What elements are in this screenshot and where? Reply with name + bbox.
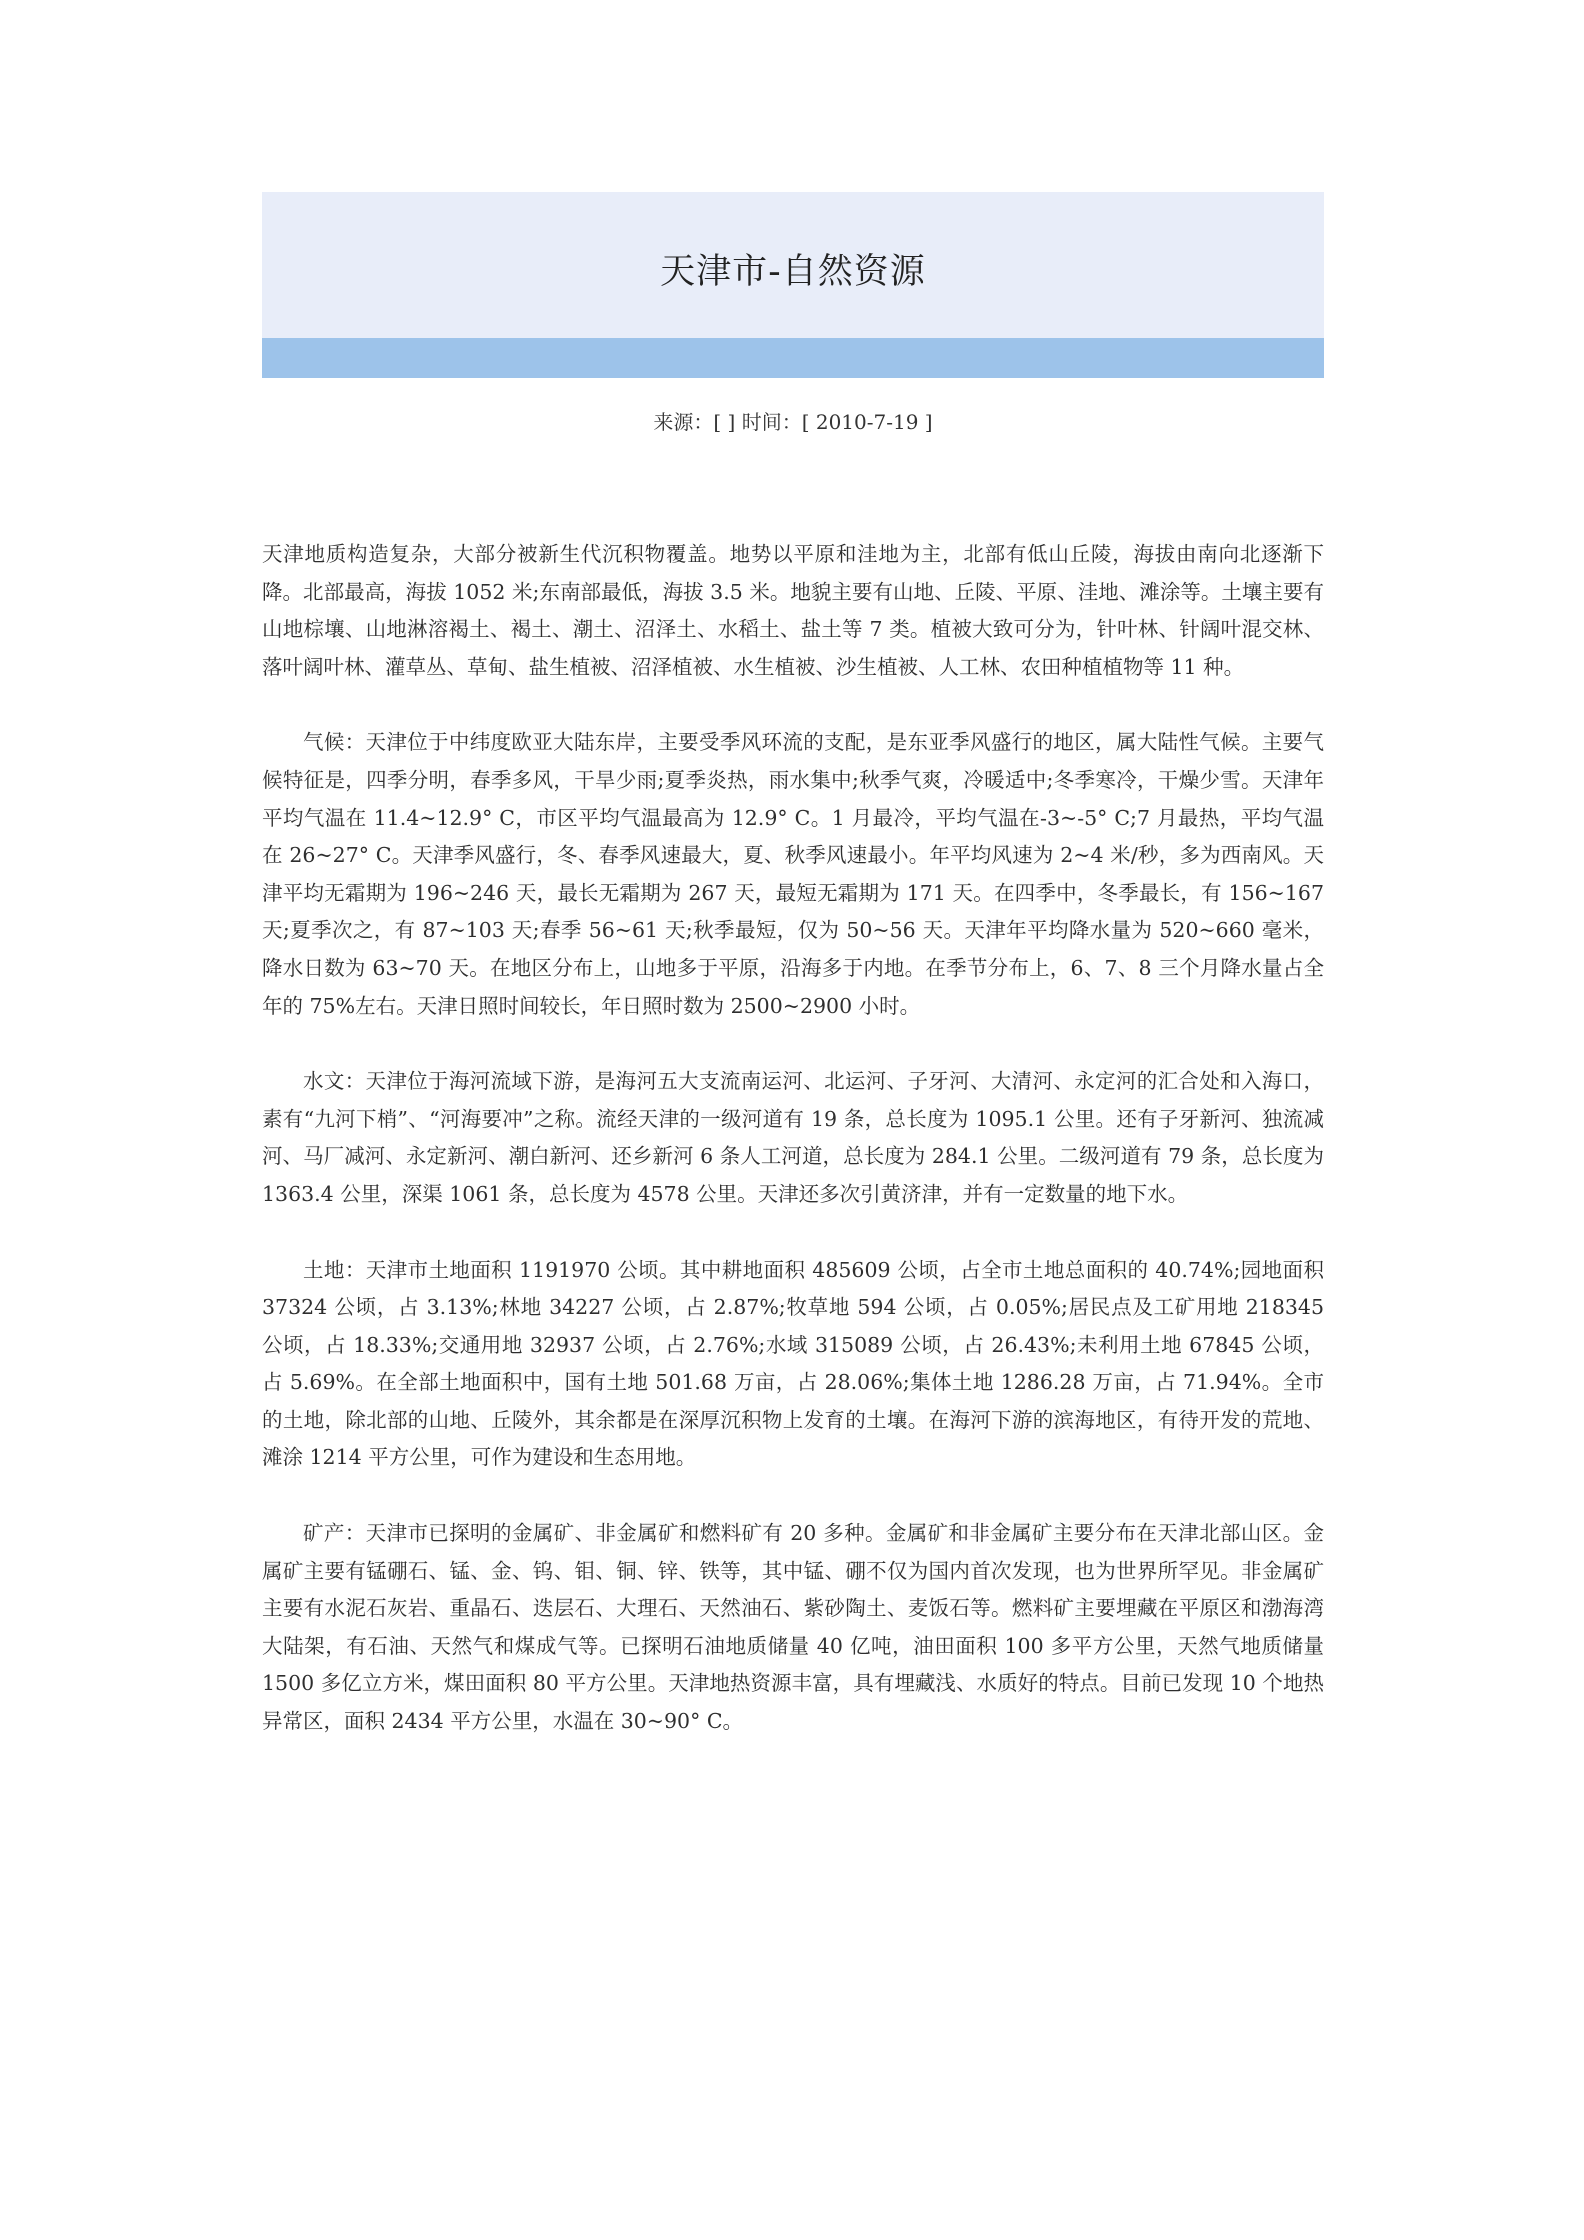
article-body [262, 536, 1324, 1779]
page-title: 天津市-自然资源 [660, 252, 926, 292]
paragraph-climate: 气候：天津位于中纬度欧亚大陆东岸，主要受季风环流的支配，是东亚季风盛行的地区，属大陆性气候。主要气候特征是，四季分明，春季多风，干旱少雨;夏季炎热，雨水集中;秋季气爽，冷暖适中;冬季寒冷，干燥少雪。天津年平均气温在 11.4~12.9° C，市区平均气温最高为 12.9° C。1 月最冷，平均气温在-3~-5° C;7 月最热，平均气温在 26~27° C。天津季风盛行，冬、春季风速最大，夏、秋季风速最小。年平均风速为 2~4 米/秒，多为西南风。天津平均无霜期为 196~246 天，最长无霜期为 267 天，最短无霜期为 171 天。在四季中，冬季最长，有 156~167 天;夏季次之，有 87~103 天;春季 56~61 天;秋季最短，仅为 50~56 天。天津年平均降水量为 520~660 毫米，降水日数为 63~70 天。在地区分布上，山地多于平原，沿海多于内地。在季节分布上，6、7、8 三个月降水量占全年的 75%左右。天津日照时间较长，年日照时数为 2500~2900 小时。 [262, 730, 1324, 1018]
paragraph-geology: 天津地质构造复杂，大部分被新生代沉积物覆盖。地势以平原和洼地为主，北部有低山丘陵，海拔由南向北逐渐下降。北部最高，海拔 1052 米;东南部最低，海拔 3.5 米。地貌主要有山地、丘陵、平原、洼地、滩涂等。土壤主要有山地棕壤、山地淋溶褐土、褐土、潮土、沼泽土、水稻土、盐土等 7 类。植被大致可分为，针叶林、针阔叶混交林、落叶阔叶林、灌草丛、草甸、盐生植被、沼泽植被、水生植被、沙生植被、人工林、农田种植植物等 11 种。 [262, 542, 1324, 679]
title-accent-bar [262, 338, 1324, 378]
paragraph-land: 土地：天津市土地面积 1191970 公顷。其中耕地面积 485609 公顷，占全市土地总面积的 40.74%;园地面积 37324 公顷，占 3.13%;林地 34227 公顷，占 2.87%;牧草地 594 公顷，占 0.05%;居民点及工矿用地 218345 公顷，占 18.33%;交通用地 32937 公顷，占 2.76%;水域 315089 公顷，占 26.43%;未利用土地 67845 公顷，占 5.69%。在全部土地面积中，国有土地 501.68 万亩，占 28.06%;集体土地 1286.28 万亩，占 71.94%。全市的土地，除北部的山地、丘陵外，其余都是在深厚沉积物上发育的土壤。在海河下游的滨海地区，有待开发的荒地、滩涂 1214 平方公里，可作为建设和生态用地。 [262, 1257, 1324, 1470]
paragraph-hydrology: 水文：天津位于海河流域下游，是海河五大支流南运河、北运河、子牙河、大清河、永定河的汇合处和入海口，素有“九河下梢”、“河海要冲”之称。流经天津的一级河道有 19 条，总长度为 1095.1 公里。还有子牙新河、独流减河、马厂减河、永定新河、潮白新河、还乡新河 6 条人工河道，总长度为 284.1 公里。二级河道有 79 条，总长度为 1363.4 公里，深渠 1061 条，总长度为 4578 公里。天津还多次引黄济津，并有一定数量的地下水。 [262, 1069, 1324, 1206]
source-date-line: 来源：[ ] 时间：[ 2010-7-19 ] [653, 410, 933, 434]
paragraph-minerals: 矿产：天津市已探明的金属矿、非金属矿和燃料矿有 20 多种。金属矿和非金属矿主要分布在天津北部山区。金属矿主要有锰硼石、锰、金、钨、钼、铜、锌、铁等，其中锰、硼不仅为国内首次发现，也为世界所罕见。非金属矿主要有水泥石灰岩、重晶石、迭层石、大理石、天然油石、紫砂陶土、麦饭石等。燃料矿主要埋藏在平原区和渤海湾大陆架，有石油、天然气和煤成气等。已探明石油地质储量 40 亿吨，油田面积 100 多平方公里，天然气地质储量 1500 多亿立方米，煤田面积 80 平方公里。天津地热资源丰富，具有埋藏浅、水质好的特点。目前已发现 10 个地热异常区，面积 2434 平方公里，水温在 30~90° C。 [262, 1521, 1324, 1734]
